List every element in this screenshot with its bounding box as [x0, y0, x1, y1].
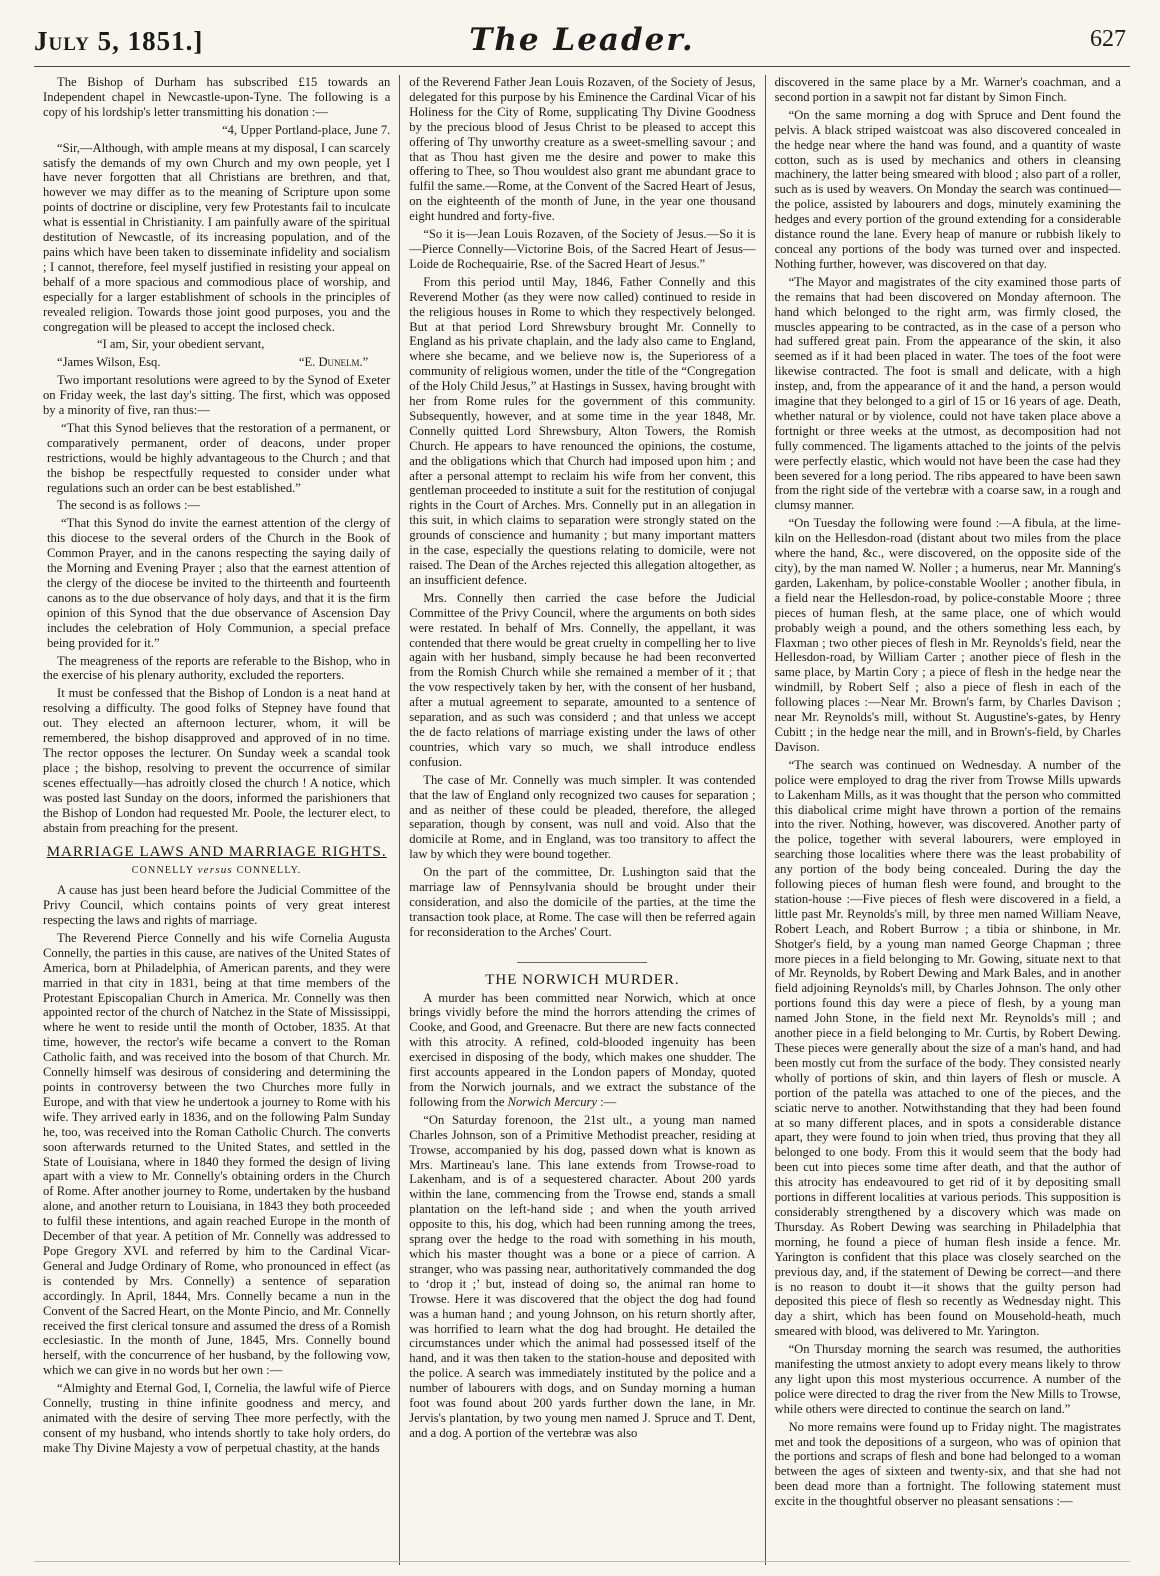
paragraph: “The Mayor and magistrates of the city examined those parts of the remains that had been discovered on Monday afternoon. The hand which belonged to the right arm, was firmly closed, the muscles appearing to be contracted, as in the case of a person who had suffered great pain. From the appearance of the skin, it also seemed as if it had been placed in water. The toes of the foot were likewise contracted. The foot is small and delicate, with a high instep, and, from the appearance of it and the hand, a person would imagine that they belonged to a girl of 15 or 16 years of age. Death, whether natural or by violence, could not have taken place above a fortnight or three weeks at the utmost, as decomposition had not fully commenced. The ligaments attached to the joints of the pelvis were perfectly elastic, which would not have been the case had they been severed for a long period. The ribs appeared to have been sawn from the right side of the vertebræ with a coarse saw, in a rough and clumsy manner.	[774, 274, 1121, 513]
paragraph: Mrs. Connelly then carried the case before the Judicial Committee of the Privy Council, where the arguments on both sides were restated. In behalf of Mrs. Connelly, the appellant, it was contended that there would be great cruelty in compelling her to live again with her husband, simply because he had been reconverted from the Romish Church while she remained a member of it ; that the vow respectively taken by her, with the consent of her husband, after a mutual agreement to separate, amounted to a sentence of separation, and as such was considerd ; and that unless we accept the de facto relations of marriage existing under the laws of other countries, which vary so much, we shall introduce endless confusion.	[409, 590, 756, 769]
subheading-party-b: CONNELLY.	[236, 865, 302, 877]
resolution-quote: “That this Synod believes that the restoration of a permanent, or comparatively permanent, order of deacons, under proper restrictions, would be highly advantageous to the Church ; and that the bishop be respectfully requested to consider under what regulations such an order can be best established.”	[47, 420, 391, 495]
paragraph: of the Reverend Father Jean Louis Rozaven, of the Society of Jesus, delegated for this purpose by his Eminence the Cardinal Vicar of his Holiness for the City of Rome, supplicating Thy Divine Goodness by the precious blood of Jesus Christ to be pleased to accept this offering of Thy unworthy creature as a sweet-smelling savour ; and that as Thou hast given me the desire and power to make this offering to Thee, so Thou wouldest also grant me abundant grace to fulfil the same.—Rome, at the Convent of the Sacred Heart of Jesus, on the eighteenth of the month of June, in the year one thousand eight hundred and forty-five.	[409, 75, 756, 224]
paragraph: The second is as follows :—	[57, 498, 201, 513]
page-bottom-rule	[34, 1561, 1130, 1562]
paragraph-text: A murder has been committed near Norwich, which at once brings vividly before the mind the horrors attending the crimes of Cooke, and Good, and Greenacre. But there are new facts connected with this atrocity. A refined, cold-blooded ingenuity has been exercised in disposing of the body, which makes one shudder. The first accounts appeared in the London papers of Monday, quoted from the Norwich journals, and we extract the substance of the following from the	[409, 990, 756, 1109]
paragraph: “On Saturday forenoon, the 21st ult., a young man named Charles Johnson, son of a Primitive Methodist preacher, residing at Trowse, accompanied by his dog, passed down what is known as Mrs. Martineau's lane. This lane extends from Trowse-road to Lakenham, and is of a sequestered character. About 200 yards within the lane, commencing from the Trowse end, stands a small plantation on the left-hand side ; and when the youth arrived opposite to this, his dog, which had been running among the trees, sprang over the hedge to the road with something in his mouth, which his master thought was a bone or a piece of carrion. A stranger, who was passing near, authoritatively commanded the dog to ‘drop it ;’ but, instead of doing so, the animal ran home to Trowse. Here it was discovered that the object the dog had found was a human hand ; and young Johnson, on his return shortly after, was horrified to learn what the dog had brought. He detailed the circumstances under which the animal had possessed itself of the hand, and it was then taken to the station-house and deposited with the police. A search was immediately instituted by the police and a number of labourers with dogs, and on Sunday morning a human foot was found about 200 yards further down the lane, in Mr. Jervis's plantation, by two young men named J. Spruce and T. Dent, and a dog. A portion of the vertebræ was also	[409, 1112, 756, 1440]
source-name: Norwich Mercury	[507, 1094, 598, 1109]
resolution-quote: “That this Synod do invite the earnest attention of the clergy of this diocese to the several orders of the Church in the Book of Common Prayer, and in the canons respecting the saying daily of the Morning and Evening Prayer ; also that the earnest attention of the clergy of the diocese be invited to the thirteenth and fourteenth canons as to the due observance of holy days, and that it is the firm opinion of this Synod that the due observance of Ascension Day includes the celebration of Holy Communion, a special preface being provided for it.”	[47, 516, 391, 650]
paragraph: discovered in the same place by a Mr. Warner's coachman, and a second portion in a sawpit not far distant by Simon Finch.	[774, 75, 1121, 104]
vow-quote: “Almighty and Eternal God, I, Cornelia, the lawful wife of Pierce Connelly, trusting in thine infinite goodness and mercy, and animated with the desire of serving Thee more perfectly, with the consent of my husband, who intends shortly to take holy orders, do make Thy Divine Majesty a vow of perpetual chastity, at the hands	[43, 1381, 391, 1455]
letter-address: “4, Upper Portland-place, June 7.	[222, 122, 391, 137]
letter-body: “Sir,—Although, with ample means at my disposal, I can scarcely satisfy the demands of my own Church and my own people, yet I have never forgotten that all Christians are brethren, and that, however we may differ as to the meaning of Scripture upon some points of doctrine or discipline, very few Protestants fail to inculcate what is essential in Christianity. I am painfully aware of the spiritual destitution of Newcastle, of its increasing population, and of the pains which have been taken to disseminate infidelity and socialism ; I cannot, therefore, feel myself justified in resisting your appeal on behalf of a more spacious and commodious place of worship, and especially for a larger establishment of schools in the principles of revealed religion. Towards those joint good purposes, you and the congregation will be pleased to accept the inclosed check.	[43, 140, 391, 334]
paragraph: The Bishop of Durham has subscribed £15 towards an Independent chapel in Newcastle-upon-Tyne. The following is a copy of his lordship's letter transmitting his donation :—	[43, 75, 391, 119]
paragraph: From this period until May, 1846, Father Connelly and this Reverend Mother (as they were now called) continued to reside in the religious houses in Rome to which they respectively belonged. But at that period Lord Shrewsbury brought Mr. Connelly to England as his private chaplain, and the lady also came to England, where she became, and we believe now is, the Superioress of a community of religious women, under the title of the “Congregation of the Holy Child Jesus,” at Hastings in Sussex, having brought with her from Rome rules for the government of this community. Subsequently, however, and at some time in the year 1848, Mr. Connelly quitted Lord Shrewsbury, Alton Towers, the Romish Church. He appears to have renounced the opinions, the costume, and the obligations which that Church had imposed upon him ; and after a personal attempt to reclaim his wife from her convent, this gentleman proceeded to institute a suit for the restitution of conjugal rights in the Court of Arches. Mrs. Connelly put in an allegation in this suit, in which claims to separation were strongly stated on the grounds of conscience and humanity ; but many important matters in the case, especially the questions relating to domicile, were not raised. The Dean of the Arches rejected this allegation altogether, as an insufficient defence.	[409, 274, 756, 587]
paragraph: The Reverend Pierce Connelly and his wife Cornelia Augusta Connelly, the parties in this cause, are natives of the United States of America, born at Philadelphia, of American parents, and they were married in that city in 1831, being at that time members of the Protestant Episcopalian Church in America. Mr. Connelly was then appointed rector of the church of Natchez in the State of Mississippi, where he went to reside until the month of October, 1835. At that time, however, the rector's wife became a convert to the Roman Catholic faith, and was received into the bosom of that Church. Mr. Connelly himself was desirous of considering and determining the points in controversy between the two Churches more fully in Europe, and with that view he undertook a journey to Rome with his wife. They arrived early in 1836, and on the following Palm Sunday he, too, was received into the Roman Catholic Church. The converts soon afterwards returned to the United States, and settled in the State of Louisiana, where in 1840 they formed the design of living apart with a view to Mr. Connelly's obtaining orders in the Church of Rome. After another journey to Rome, undertaken by the husband alone, and another return to Louisiana, in 1843 they both proceeded to fulfil these intentions, and again reached Europe in the month of December of that year. A petition of Mr. Connelly was addressed to Pope Gregory XVI. and referred by him to the Cardinal Vicar-General and Judge Ordinary of Rome, who pronounced in effect (as is contended by Mrs. Connelly) a sentence of separation accordingly. In April, 1844, Mrs. Connelly became a nun in the Convent of the Sacred Heart, on the Monte Pincio, and Mr. Connelly received the first clerical tonsure and assumed the dress of a Romish ecclesiastic. In the month of June, 1845, Mrs. Connelly bound herself, with the concurrence of her husband, by the following vow, which we can give in no words but her own :—	[43, 930, 391, 1378]
column-3	[765, 75, 1130, 1565]
article-columns	[34, 75, 1130, 1565]
article-subheading	[43, 863, 390, 879]
letter-addressee: “James Wilson, Esq.	[57, 355, 161, 370]
page-number: 627	[1090, 26, 1126, 52]
issue-date: July 5, 1851.]	[34, 26, 204, 56]
subheading-versus: versus	[197, 864, 233, 877]
paragraph: “On the same morning a dog with Spruce and Dent found the pelvis. A black striped waistcoat was also discovered concealed in the hedge near where the hand was found, and a quantity of waste cotton, such as is used by mechanics and others in cleansing machinery, the latter being smeared with blood ; also part of a roller, such as is used by weavers. On Monday the search was continued—the police, assisted by labourers and dogs, minutely examining the hedges and every portion of the ground extending for a considerable distance round the lane. Every heap of manure or rubbish likely to conceal any portions of the body was turned over and inspected. Nothing further, however, was discovered on that day.	[774, 107, 1121, 271]
masthead	[34, 14, 1130, 67]
section-divider	[517, 962, 647, 963]
paragraph	[409, 991, 755, 1110]
paragraph: The meagreness of the reports are referable to the Bishop, who in the exercise of his plenary authority, excluded the reporters.	[43, 653, 391, 683]
paragraph: “On Thursday morning the search was resumed, the authorities manifesting the utmost anxiety to adopt every means likely to throw any light upon this most mysterious occurrence. A number of the police were directed to drag the river from the New Mills to Trowse, while others were directed to continue the search on land.”	[774, 1342, 1121, 1416]
paragraph: “So it is—Jean Louis Rozaven, of the Society of Jesus.—So it is—Pierce Connelly—Victorine Bois, of the Sacred Heart of Jesus—Loide de Rochequairie, Rse. of the Sacred Heart of Jesus.”	[409, 227, 756, 271]
paragraph: On the part of the committee, Dr. Lushington said that the marriage law of Pennsylvania should be brought under their consideration, and also the domicile of the parties, at the time the transaction took place, at Rome. The case will then be referred again for reconsideration to the Arches' Court.	[409, 865, 756, 939]
letter-signature: “E. Dunelm.”	[298, 355, 369, 370]
newspaper-title: The Leader.	[469, 22, 695, 58]
paragraph: No more remains were found up to Friday night. The magistrates met and took the depositions of a surgeon, who was of opinion that the portions and scraps of flesh and bone had belonged to a woman between the ages of sixteen and twenty-six, and that she had not been dead more than a fortnight. The following statement must excite in the thoughtful observer no pleasant sensations :—	[774, 1419, 1121, 1509]
paragraph: Two important resolutions were agreed to by the Synod of Exeter on Friday week, the last day's sitting. The first, which was opposed by a minority of five, ran thus:—	[43, 373, 391, 418]
article-heading: THE NORWICH MURDER.	[485, 971, 680, 988]
column-1	[34, 75, 399, 1565]
paragraph: A cause has just been heard before the Judicial Committee of the Privy Council, which contains points of very great interest respecting the laws and rights of marriage.	[43, 883, 391, 928]
paragraph: It must be confessed that the Bishop of London is a neat hand at resolving a difficulty. The good folks of Stepney have found that out. They elected an afternoon lecturer, whom, it will be remembered, the bishop disapproved and approved of in no time. The rector opposes the lecturer. On Sunday week a scandal took place ; the bishop, resolving to prevent the occurrence of similar scenes effectually—has adroitly closed the church ! A notice, which was posted last Sunday on the doors, informed the parishioners that the Bishop of London had requested Mr. Poole, the lecturer elect, to abstain from preaching for the present.	[43, 686, 391, 835]
article-heading: MARRIAGE LAWS AND MARRIAGE RIGHTS.	[46, 844, 387, 861]
letter-closing: “I am, Sir, your obedient servant,	[97, 337, 265, 352]
column-2	[399, 75, 764, 1565]
subheading-party-a: CONNELLY	[131, 865, 194, 877]
paragraph: “The search was continued on Wednesday. A number of the police were employed to drag the river from Trowse Mills upwards to Lakenham Mills, as it was thought that the person who committed this diabolical crime might have thrown a portion of the remains into the river. Nothing, however, was discovered. Another party of the police, together with several labourers, were employed in searching those localities where there was the least probability of any portion of the body being concealed. During the day the following pieces of human flesh were found, and brought to the station-house :—Five pieces of flesh were discovered in a field, a little past Mr. Reynolds's mill, by three men named William Neave, Robert Leach, and Robert Burrow ; a tibia or shinbone, in Mr. Shotger's field, by a young man named George Chapman ; three more pieces in a field belonging to Mr. Gowing, situate next to that of Mr. Reynolds, by Robert Dewing and Mark Bales, and in another field adjoining Reynolds's mill, by Charles Johnson. The only other portions found this day were a piece of flesh, by a young man named John Stone, in the field next Mr. Reynolds's mill ; and another piece in a field belonging to Mr. Curtis, by Robert Dewing. These pieces were generally about the size of a man's hand, and had been mostly cut from the surface of the body. They consisted nearly wholly of portions of skin, and thin layers of flesh or muscle. A portion of the patella was attached to one of the pieces, and the sciatic nerve to another. Notwithstanding that they had been found at so many different places, and in spots a considerable distance apart, they were found to join when tried, thus proving that they all belonged to one body. From this it would seem that the body had been cut into pieces some time after death, and that the author of this atrocity has endeavoured to get rid of it by depositing small portions in different localities at various periods. This supposition is considerably strengthened by a discovery which was made on Thursday. As Robert Dewing was searching in Philadelphia that morning, he found a piece of human flesh inside a fence. Mr. Yarington is confident that this place was closely searched on the previous day, and, if the statement of Dewing be correct—and there is no reason to doubt it—it shows that the guilty person had deposited this piece of flesh so recently as Wednesday night. This day a shirt, which has been found on Mousehold-heath, much smeared with blood, was delivered to Mr. Yarington.	[774, 757, 1121, 1339]
paragraph-end: :—	[597, 1094, 617, 1109]
letter-signature-line	[43, 355, 390, 373]
paragraph: The case of Mr. Connelly was much simpler. It was contended that the law of England only recognized two causes for separation ; and as neither of these could be pleaded, therefore, the alleged separation, though by consent, was null and void. Also that the domicile at Rome, and in England, was too transitory to affect the law by which they were bound together.	[409, 772, 756, 862]
paragraph: “On Tuesday the following were found :—A fibula, at the lime-kiln on the Hellesdon-road (distant about two miles from the place where the hand, &c., were discovered, on the opposite side of the city), by the man named W. Noller ; a humerus, near Mr. Manning's garden, Lakenham, by police-constable Wooller ; another fibula, in a field near the Hellesdon-road, by police-constable Moore ; three pieces of human flesh, at the same place, one of which would probably weigh a pound, and the others something less each, by Flaxman ; two other pieces of flesh in Mr. Reynolds's field, near the Hellesdon-road, by William Carter ; another piece of flesh in the same place, by Martin Cory ; a piece of flesh in the hedge near the windmill, by Robert Self ; also a piece of flesh in each of the following places :—Near Mr. Brown's farm, by Charles Davison ; near Mr. Reynolds's mill, without St. Augustine's-gates, by Henry Cubitt ; in the hedge near the mill, and in Brown's-field, by Charles Davison.	[774, 516, 1121, 754]
